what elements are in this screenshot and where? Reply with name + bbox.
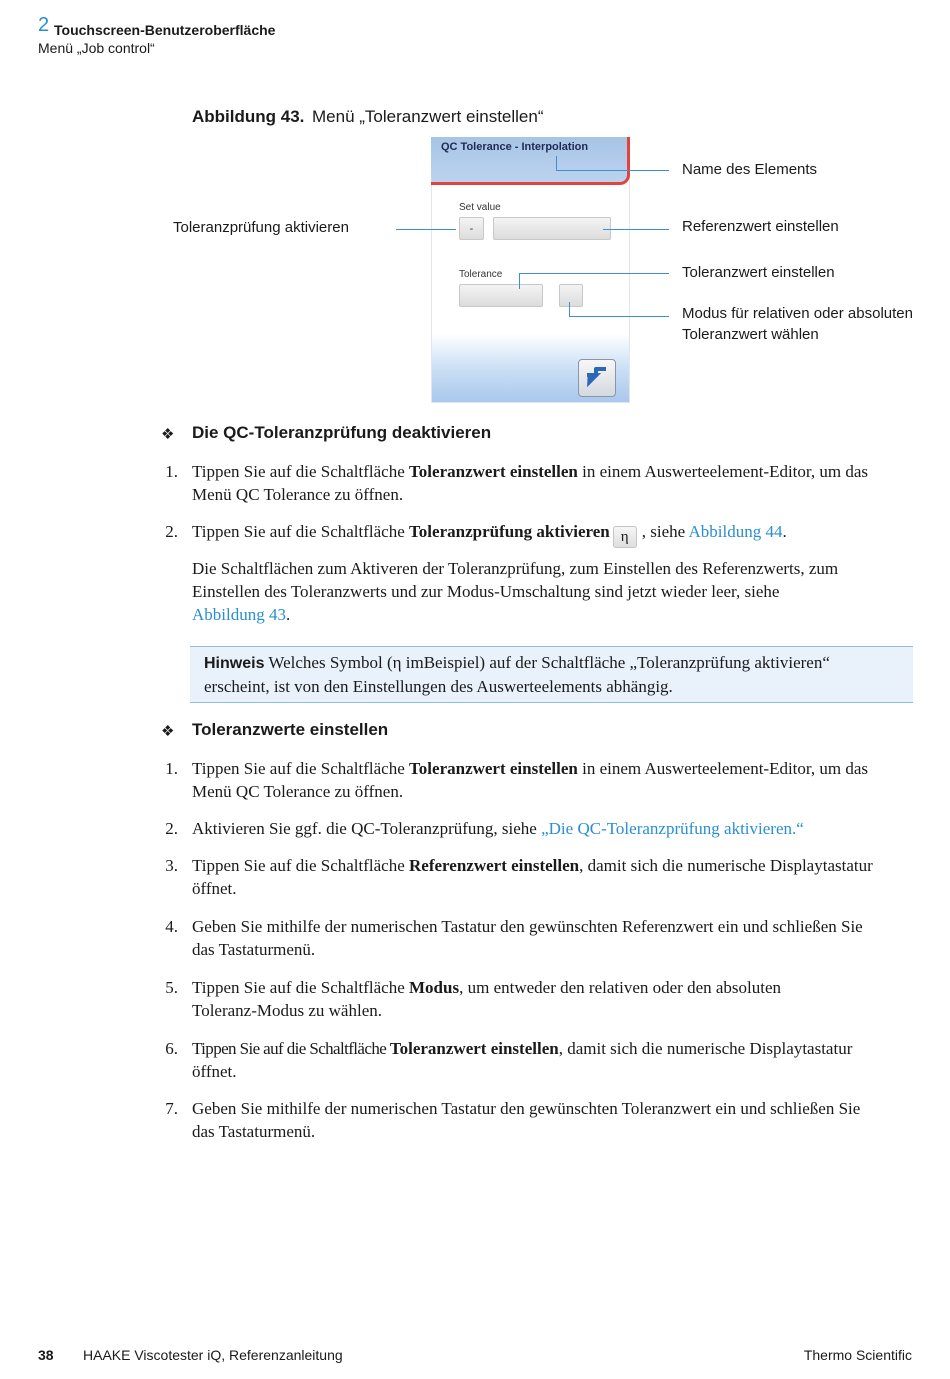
back-arrow-icon bbox=[579, 360, 615, 396]
callout-line bbox=[396, 229, 456, 230]
step-text-line2: Menü QC Tolerance zu öffnen. bbox=[192, 485, 404, 504]
paragraph-line: Die Schaltflächen zum Aktiveren der Toleranzprüfung, zum Einstellen des Referenzwerts, zum bbox=[192, 559, 839, 578]
callout-reference: Referenzwert einstellen bbox=[682, 218, 839, 235]
step-text-line2: Menü QC Tolerance zu öffnen. bbox=[192, 782, 404, 801]
step-text: Tippen Sie auf die Schaltfläche Toleranzwert einstellen in einem Auswerteelement-Editor, um das bbox=[192, 759, 869, 778]
step-text: Geben Sie mithilfe der numerischen Tastatur den gewünschten Toleranzwert ein und schließen Sie bbox=[192, 1099, 861, 1118]
section-link[interactable]: „Die QC-Toleranzprüfung aktivieren.“ bbox=[541, 819, 804, 838]
note-line: erscheint, ist von den Einstellungen des Auswerteelements abhängig. bbox=[204, 677, 673, 696]
step-text-line2: das Tastaturmenü. bbox=[192, 940, 316, 959]
step-text: Tippen Sie auf die Schaltfläche Toleranzwert einstellen in einem Auswerteelement-Editor, um das bbox=[192, 462, 869, 481]
step-number: 3. bbox=[165, 856, 178, 875]
step-number: 1. bbox=[165, 462, 178, 481]
eta-symbol-button: η bbox=[613, 526, 637, 548]
document-title: HAAKE Viscotester iQ, Referenzanleitung bbox=[83, 1347, 343, 1363]
note-line: Hinweis Welches Symbol (η imBeispiel) auf der Schaltfläche „Toleranzprüfung aktivieren“ bbox=[204, 653, 830, 672]
tolerance-value-button[interactable] bbox=[459, 284, 543, 307]
page-number: 38 bbox=[38, 1347, 54, 1363]
callout-mode-line2: Toleranzwert wählen bbox=[682, 326, 819, 343]
reference-value-button[interactable] bbox=[493, 217, 611, 240]
step-number: 2. bbox=[165, 522, 178, 541]
step-text-line2: das Tastaturmenü. bbox=[192, 1122, 316, 1141]
step-text: Aktivieren Sie ggf. die QC-Toleranzprüfung, siehe „Die QC-Toleranzprüfung aktivieren.“ bbox=[192, 819, 804, 838]
brand-name: Thermo Scientific bbox=[803, 1347, 912, 1363]
figure-label: Abbildung 43. bbox=[192, 107, 305, 126]
section-heading: Die QC-Toleranzprüfung deaktivieren bbox=[192, 423, 492, 442]
step-number: 1. bbox=[165, 759, 178, 778]
callout-name: Name des Elements bbox=[682, 161, 818, 178]
step-text: Tippen Sie auf die Schaltfläche Toleranzwert einstellen, damit sich die numerische Displaytastatur bbox=[192, 1039, 853, 1058]
step-number: 4. bbox=[165, 917, 178, 936]
step-text-line2: Toleranz-Modus zu wählen. bbox=[192, 1001, 382, 1020]
step-text: Tippen Sie auf die Schaltfläche Toleranzprüfung aktivieren η , siehe Abbildung 44. bbox=[192, 520, 787, 548]
back-button[interactable] bbox=[578, 359, 616, 397]
step-number: 7. bbox=[165, 1099, 178, 1118]
set-value-label: Set value bbox=[459, 202, 501, 213]
tolerance-label: Tolerance bbox=[459, 269, 503, 280]
callout-tolerance: Toleranzwert einstellen bbox=[682, 264, 835, 281]
callout-line bbox=[556, 170, 669, 171]
screen-title-bar bbox=[431, 137, 630, 185]
step-number: 6. bbox=[165, 1039, 178, 1058]
section-heading: Toleranzwerte einstellen bbox=[192, 720, 389, 739]
screen-title: QC Tolerance - Interpolation bbox=[441, 141, 589, 153]
note-label: Hinweis bbox=[204, 655, 265, 672]
mode-button[interactable] bbox=[559, 284, 583, 307]
step-text: Geben Sie mithilfe der numerischen Tastatur den gewünschten Referenzwert ein und schließen Sie bbox=[192, 917, 863, 936]
bullet-diamond-icon: ❖ bbox=[161, 427, 175, 443]
callout-line bbox=[519, 273, 520, 289]
bullet-diamond-icon: ❖ bbox=[161, 724, 175, 740]
step-number: 2. bbox=[165, 819, 178, 838]
step-text: Tippen Sie auf die Schaltfläche Modus, um entweder den relativen oder den absoluten bbox=[192, 978, 782, 997]
paragraph-line: Abbildung 43. bbox=[192, 605, 291, 624]
callout-mode-line1: Modus für relativen oder absoluten bbox=[682, 305, 913, 322]
note-box bbox=[190, 646, 913, 703]
step-number: 5. bbox=[165, 978, 178, 997]
callout-line bbox=[519, 273, 669, 274]
callout-line bbox=[556, 156, 557, 170]
step-text-line2: öffnet. bbox=[192, 879, 237, 898]
figure-title: Menü „Toleranzwert einstellen“ bbox=[312, 107, 544, 126]
chapter-number: 2 bbox=[38, 14, 50, 36]
callout-activate: Toleranzprüfung aktivieren bbox=[173, 219, 349, 236]
paragraph-line: Einstellen des Toleranzwerts und zur Modus-Umschaltung sind jetzt wieder leer, siehe bbox=[192, 582, 780, 601]
callout-line bbox=[569, 302, 570, 316]
callout-line bbox=[603, 229, 669, 230]
figure-link[interactable]: Abbildung 43 bbox=[192, 605, 286, 624]
activate-tolerance-button[interactable]: - bbox=[459, 217, 484, 240]
section-subtitle: Menü „Job control“ bbox=[38, 40, 155, 56]
callout-line bbox=[569, 316, 669, 317]
figure-link[interactable]: Abbildung 44 bbox=[688, 522, 783, 541]
step-text: Tippen Sie auf die Schaltfläche Referenzwert einstellen, damit sich die numerische Displaytastatur bbox=[192, 856, 873, 875]
step-text-line2: öffnet. bbox=[192, 1062, 237, 1081]
chapter-title: Touchscreen-Benutzeroberfläche bbox=[54, 22, 276, 38]
